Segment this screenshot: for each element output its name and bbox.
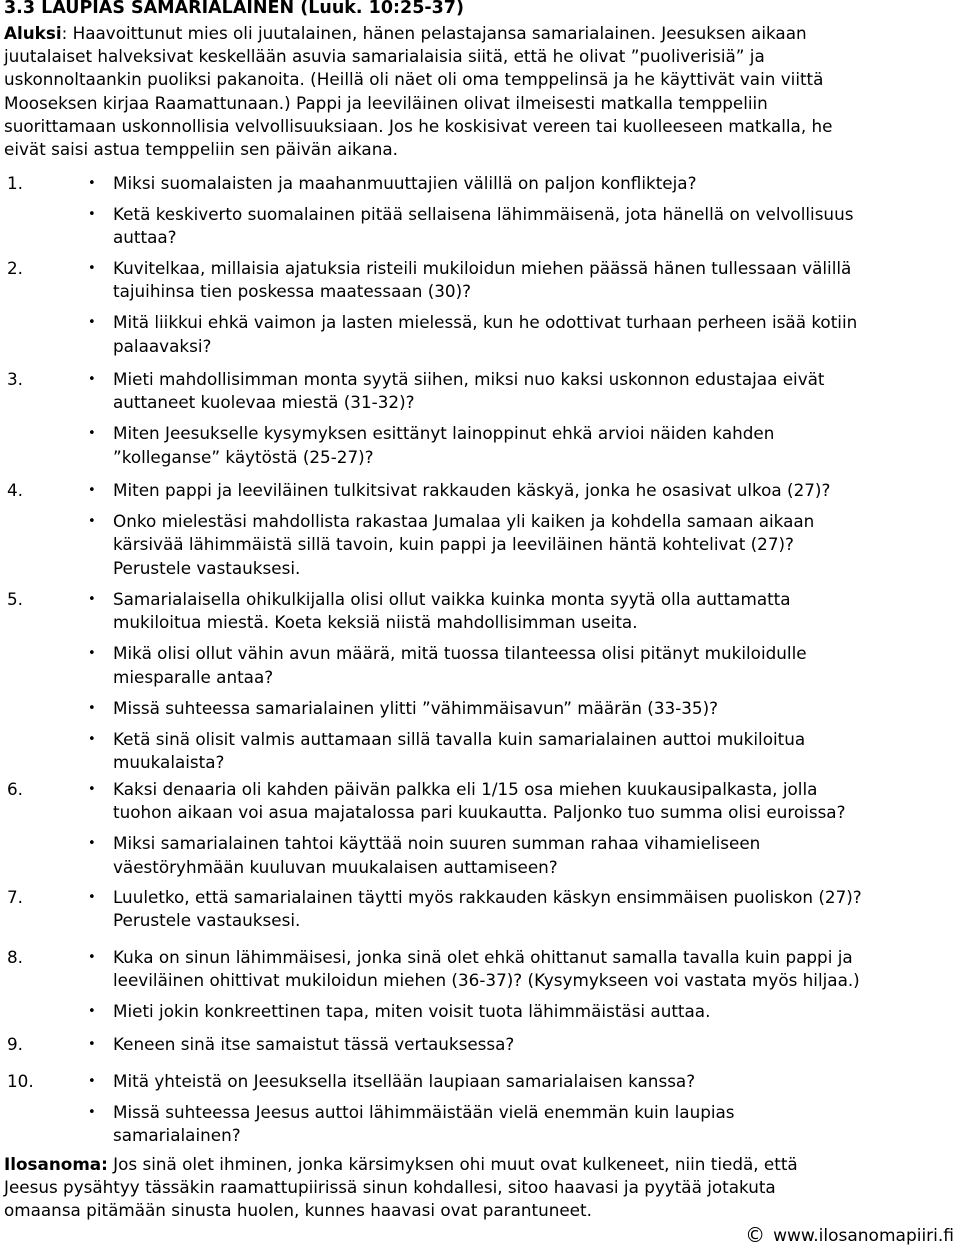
question-text-line: muukalaista? — [113, 752, 225, 773]
question-number: 7. — [7, 887, 24, 907]
bullet-icon: • — [88, 1105, 96, 1121]
bullet-icon: • — [88, 483, 96, 498]
question-number: 8. — [7, 947, 24, 967]
bullet-icon: • — [88, 1037, 96, 1052]
question-number: 4. — [7, 480, 24, 500]
question-item — [88, 1033, 960, 1056]
bullet-icon: • — [88, 176, 96, 191]
closing-line: Ilosanoma: Jos sinä olet ihminen, jonka kärsimyksen ohi muut ovat kulkeneet, niin tiedä, että — [4, 1154, 798, 1174]
question-text-line: mukiloitua miestä. Koeta keksiä niistä mahdollisimman useita. — [113, 612, 638, 633]
question-text-line: leeviläinen ohittivat mukiloidun miehen (36-37)? (Kysymykseen voi vastata myös hiljaa.) — [113, 970, 860, 991]
question-text-line: Miksi suomalaisten ja maahanmuuttajien välillä on paljon konflikteja? — [113, 173, 697, 193]
bullet-icon: • — [88, 372, 96, 387]
question-text-line: Keneen sinä itse samaistut tässä vertauksessa? — [113, 1034, 515, 1054]
question-text-line: miesparalle antaa? — [113, 666, 274, 687]
question-text-line: Miten pappi ja leeviläinen tulkitsivat rakkauden käskyä, jonka he osasivat ulkoa (27)? — [113, 480, 831, 500]
intro-line: uskonnoltaankin puoliksi pakanoita. (Heillä oli näet oli oma temppelinsä ja he käyttivät vain viittä — [4, 69, 824, 90]
bullet-icon: • — [88, 950, 96, 965]
question-item — [88, 172, 960, 195]
question-text-line: Luuletko, että samarialainen täytti myös rakkauden käskyn ensimmäisen puoliskon (27)? — [113, 887, 862, 907]
question-item — [88, 257, 960, 303]
bullet-icon: • — [88, 207, 96, 223]
question-number: 6. — [7, 779, 24, 799]
question-number: 2. — [7, 258, 24, 278]
question-text-line: auttaneet kuolevaa miestä (31-32)? — [113, 392, 415, 413]
question-text-line: Miksi samarialainen tahtoi käyttää noin suuren summan rahaa vihamieliseen — [113, 833, 761, 854]
question-block — [0, 778, 960, 879]
question-item — [88, 946, 960, 992]
intro-line: Aluksi: Haavoittunut mies oli juutalainen, hänen pelastajansa samarialainen. Jeesuksen aikaan — [4, 23, 807, 43]
question-text-line: Perustele vastauksesi. — [113, 910, 301, 931]
closing-line: omaansa pitämään sinusta huolen, kunnes haavasi ovat parantuneet. — [4, 1200, 592, 1221]
bullet-icon: • — [88, 836, 96, 852]
question-text-line: tajuihinsa tien poskessa maatessaan (30)? — [113, 281, 472, 302]
question-item — [88, 510, 960, 580]
question-block — [0, 946, 960, 1024]
question-number: 3. — [7, 369, 24, 389]
question-text-line: Missä suhteessa samarialainen ylitti ”vähimmäisavun” määrän (33-35)? — [113, 697, 719, 718]
question-text-line: Onko mielestäsi mahdollista rakastaa Jumalaa yli kaiken ja kohdella samaan aikaan — [113, 511, 815, 532]
question-text-line: Perustele vastauksesi. — [113, 557, 301, 578]
question-item — [88, 422, 960, 468]
intro-label: Aluksi — [4, 23, 62, 43]
question-text-line: Mikä olisi ollut vähin avun määrä, mitä tuossa tilanteessa olisi pitänyt mukiloidulle — [113, 643, 807, 664]
question-item — [88, 728, 960, 774]
bullet-icon: • — [88, 782, 96, 797]
question-text-line: auttaa? — [113, 227, 177, 248]
question-item — [88, 778, 960, 824]
question-block — [0, 368, 960, 469]
question-item — [88, 1070, 960, 1093]
question-text-line: Mieti mahdollisimman monta syytä siihen, miksi nuo kaksi uskonnon edustajaa eivät — [113, 369, 825, 389]
closing-paragraph — [4, 1153, 954, 1223]
bullet-icon: • — [88, 732, 96, 748]
question-block — [0, 1033, 960, 1056]
question-text-line: Samarialaisella ohikulkijalla olisi ollut vaikka kuinka monta syytä olla auttamatta — [113, 589, 791, 609]
intro-paragraph — [4, 22, 954, 161]
bullet-icon: • — [88, 646, 96, 662]
question-text-line: Kuka on sinun lähimmäisesi, jonka sinä olet ehkä ohittanut samalla tavalla kuin pappi ja — [113, 947, 853, 967]
question-text-line: Ketä keskiverto suomalainen pitää sellaisena lähimmäisenä, jota hänellä on velvollisuus — [113, 204, 854, 225]
question-block — [0, 257, 960, 358]
question-block — [0, 886, 960, 932]
intro-line: eivät saisi astua temppeliin sen päivän aikana. — [4, 139, 398, 160]
question-item — [88, 642, 960, 688]
bullet-icon: • — [88, 700, 96, 716]
question-number: 1. — [7, 173, 24, 193]
question-text-line: väestöryhmään kuuluvan muukalaisen auttamiseen? — [113, 856, 558, 877]
question-block — [0, 479, 960, 580]
question-item — [88, 311, 960, 357]
question-text-line: samarialainen? — [113, 1125, 241, 1146]
question-item — [88, 368, 960, 414]
intro-line: suorittamaan uskonnollisia velvollisuuksiaan. Jos he koskisivat vereen tai kuolleeseen matkalla, he — [4, 115, 833, 136]
question-text-line: Kaksi denaaria oli kahden päivän palkka eli 1/15 osa miehen kuukausipalkasta, jolla — [113, 779, 818, 799]
question-item — [88, 832, 960, 878]
question-item — [88, 1101, 960, 1147]
question-number: 10. — [7, 1071, 34, 1091]
copyright-icon: © — [745, 1223, 766, 1247]
question-item — [88, 1000, 960, 1023]
question-number: 9. — [7, 1034, 24, 1054]
question-text-line: Mitä yhteistä on Jeesuksella itsellään laupiaan samarialaisen kanssa? — [113, 1071, 696, 1091]
website-link[interactable]: www.ilosanomapiiri.fi — [773, 1226, 954, 1246]
bullet-icon: • — [88, 261, 96, 276]
question-text-line: Missä suhteessa Jeesus auttoi lähimmäistään vielä enemmän kuin laupias — [113, 1102, 735, 1123]
question-block — [0, 172, 960, 250]
bullet-icon: • — [88, 315, 96, 331]
question-text-line: palaavaksi? — [113, 335, 212, 356]
question-item — [88, 588, 960, 634]
question-item — [88, 886, 960, 932]
question-text-line: Miten Jeesukselle kysymyksen esittänyt lainoppinut ehkä arvioi näiden kahden — [113, 423, 775, 444]
bullet-icon: • — [88, 514, 96, 530]
question-text-line: ”kolleganse” käytöstä (25-27)? — [113, 446, 374, 467]
question-text-line: Ketä sinä olisit valmis auttamaan sillä tavalla kuin samarialainen auttoi mukiloitua — [113, 729, 806, 750]
closing-label: Ilosanoma: — [4, 1154, 108, 1174]
question-text-line: Mieti jokin konkreettinen tapa, miten voisit tuota lähimmäistäsi auttaa. — [113, 1001, 711, 1022]
question-text-line: Mitä liikkui ehkä vaimon ja lasten mielessä, kun he odottivat turhaan perheen isää kotiin — [113, 312, 858, 333]
question-number: 5. — [7, 589, 24, 609]
bullet-icon: • — [88, 426, 96, 442]
question-item — [88, 479, 960, 502]
page-title: 3.3 LAUPIAS SAMARIALAINEN (Luuk. 10:25-37) — [4, 0, 464, 18]
question-item — [88, 203, 960, 249]
question-block — [0, 1070, 960, 1148]
bullet-icon: • — [88, 1004, 96, 1020]
intro-line: juutalaiset halveksivat keskellään asuvia samarialaisia siitä, että he olivat ”puoliverisiä” ja — [4, 46, 765, 67]
bullet-icon: • — [88, 592, 96, 607]
intro-line: Mooseksen kirjaa Raamattunaan.) Pappi ja leeviläinen olivat ilmeisesti matkalla temppeliin — [4, 92, 768, 113]
bullet-icon: • — [88, 1074, 96, 1089]
closing-line: Jeesus pysähtyy tässäkin raamattupiirissä sinun kohdallesi, sitoo haavasi ja pyytää jotakuta — [4, 1177, 776, 1198]
question-item — [88, 697, 960, 720]
question-text-line: tuohon aikaan voi asua majatalossa pari kuukautta. Paljonko tuo summa olisi euroissa? — [113, 802, 846, 823]
question-text-line: kärsivää lähimmäistä sillä tavoin, kuin pappi ja leeviläinen häntä kohtelivat (27)? — [113, 534, 794, 555]
question-block — [0, 588, 960, 774]
footer — [745, 1224, 954, 1248]
question-text-line: Kuvitelkaa, millaisia ajatuksia risteili mukiloidun miehen päässä hänen tullessaan välillä — [113, 258, 852, 278]
bullet-icon: • — [88, 890, 96, 905]
